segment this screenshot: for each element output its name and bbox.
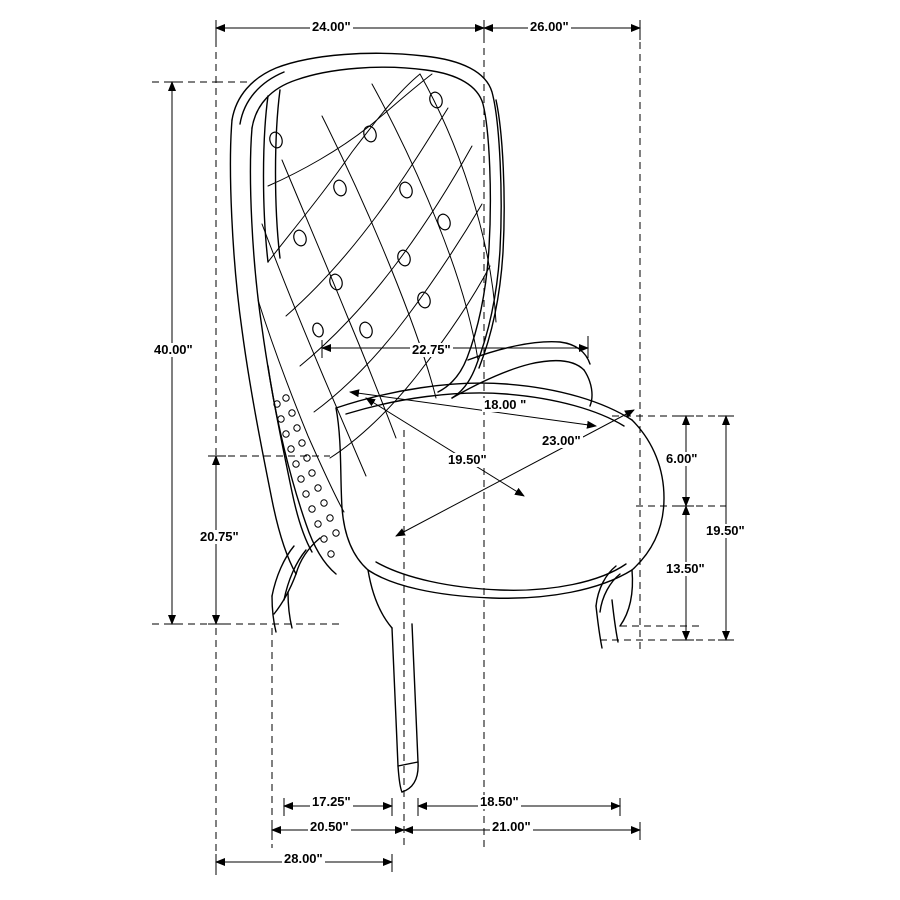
dim-label-inside-back-width: 22.75" (412, 342, 451, 357)
dim-label-seat-depth: 18.00 " (484, 397, 527, 412)
dim-label-seat-width: 19.50" (448, 452, 487, 467)
dim-label-base-width-front: 20.50" (310, 819, 349, 834)
dim-label-cushion-thickness: 6.00" (666, 451, 698, 466)
dim-label-overall-height: 40.00" (154, 342, 193, 357)
dim-label-top-right-depth: 26.00" (530, 19, 569, 34)
dim-label-leg-height: 13.50" (666, 561, 705, 576)
dim-label-seat-height-right: 19.50" (706, 523, 745, 538)
dim-label-overall-depth: 28.00" (284, 851, 323, 866)
dim-label-top-left-width: 24.00" (312, 19, 351, 34)
dim-label-base-depth-right: 21.00" (492, 819, 531, 834)
dim-label-seat-diagonal: 23.00" (542, 433, 581, 448)
dim-label-front-leg-span: 17.25" (312, 794, 351, 809)
dim-label-side-leg-span: 18.50" (480, 794, 519, 809)
dim-label-arm-height: 20.75" (200, 529, 239, 544)
